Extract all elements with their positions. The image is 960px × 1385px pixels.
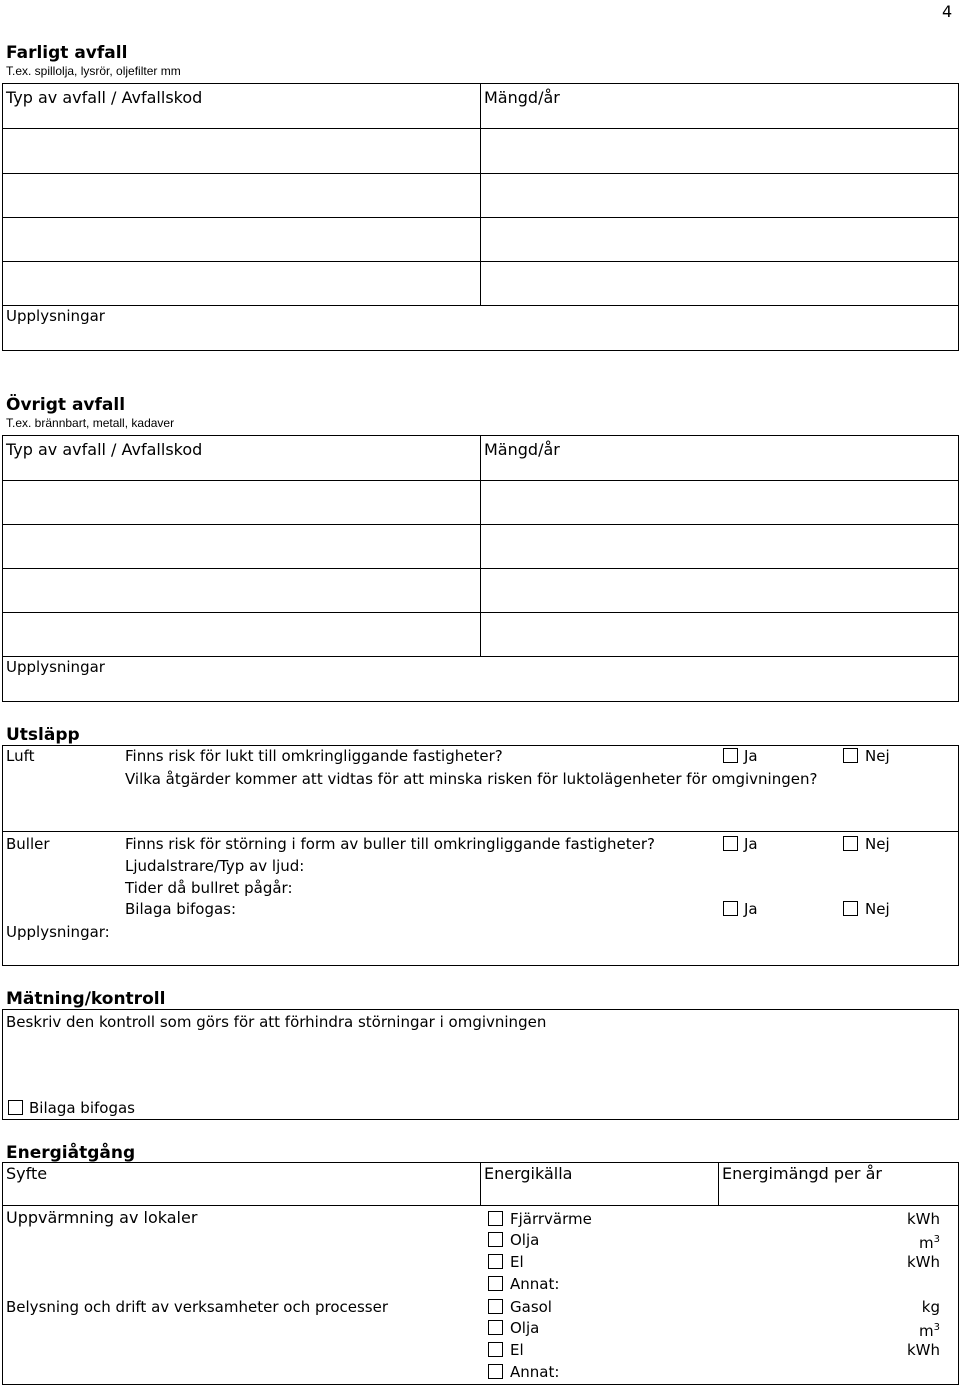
farligt-amount-input-2[interactable] bbox=[481, 174, 958, 216]
ovrigt-notes-field[interactable] bbox=[3, 657, 958, 701]
energy-amount-input[interactable] bbox=[730, 1230, 900, 1248]
unit-label: kWh bbox=[906, 1253, 940, 1271]
luft-no-checkbox[interactable] bbox=[843, 748, 858, 763]
ovrigt-amount-input-4[interactable] bbox=[481, 613, 958, 655]
col-header-type: Typ av avfall / Avfallskod bbox=[6, 88, 203, 107]
section-heading-farligt-avfall: Farligt avfall bbox=[6, 43, 128, 63]
buller-attachment-yes-checkbox[interactable] bbox=[723, 901, 738, 916]
unit-label: kWh bbox=[906, 1210, 940, 1228]
source-other-input[interactable] bbox=[560, 1274, 710, 1292]
luft-label: Luft bbox=[6, 747, 35, 765]
ovrigt-amount-input-3[interactable] bbox=[481, 569, 958, 611]
farligt-type-input-1[interactable] bbox=[3, 129, 479, 172]
energy-amount-input[interactable] bbox=[730, 1297, 900, 1315]
source-olja-checkbox[interactable] bbox=[488, 1320, 503, 1335]
luft-yes-checkbox[interactable] bbox=[723, 748, 738, 763]
col-header-amount: Mängd/år bbox=[484, 88, 560, 107]
section-heading-matning: Mätning/kontroll bbox=[6, 989, 166, 1009]
farligt-type-input-2[interactable] bbox=[3, 174, 479, 216]
energy-amount-input[interactable] bbox=[730, 1340, 900, 1358]
section-heading-energi: Energiåtgång bbox=[6, 1143, 136, 1163]
buller-attachment-no-label: Nej bbox=[865, 900, 890, 918]
source-label: Fjärrvärme bbox=[510, 1210, 592, 1228]
farligt-amount-input-3[interactable] bbox=[481, 218, 958, 260]
matning-description: Beskriv den kontroll som görs för att förhindra störningar i omgivningen bbox=[6, 1013, 547, 1031]
source-label: Annat: bbox=[510, 1363, 560, 1381]
buller-source-label: Ljudalstrare/Typ av ljud: bbox=[125, 857, 305, 875]
unit-label bbox=[880, 1231, 940, 1252]
farligt-type-input-3[interactable] bbox=[3, 218, 479, 260]
source-fjarrvarme-checkbox[interactable] bbox=[488, 1211, 503, 1226]
energy-purpose-heating: Uppvärmning av lokaler bbox=[6, 1208, 198, 1227]
energy-amount-input[interactable] bbox=[730, 1209, 900, 1227]
luft-yes-label: Ja bbox=[744, 747, 758, 765]
notes-label: Upplysningar bbox=[6, 658, 105, 676]
buller-times-field[interactable] bbox=[330, 879, 710, 897]
source-label: El bbox=[510, 1253, 524, 1271]
col-header-amount: Mängd/år bbox=[484, 440, 560, 459]
source-gasol-checkbox[interactable] bbox=[488, 1299, 503, 1314]
unit-base: m bbox=[919, 1322, 934, 1340]
energy-amount-input[interactable] bbox=[730, 1252, 900, 1270]
farligt-type-input-4[interactable] bbox=[3, 262, 479, 304]
farligt-amount-input-1[interactable] bbox=[481, 129, 958, 172]
page-number: 4 bbox=[942, 2, 953, 21]
buller-times-label: Tider då bullret pågår: bbox=[125, 879, 293, 897]
section-heading-ovrigt-avfall: Övrigt avfall bbox=[6, 395, 126, 415]
buller-yes-label: Ja bbox=[744, 835, 758, 853]
unit-label bbox=[880, 1319, 940, 1340]
unit-label: kWh bbox=[906, 1341, 940, 1359]
buller-attachment-label: Bilaga bifogas: bbox=[125, 900, 237, 918]
buller-label: Buller bbox=[6, 835, 50, 853]
unit-label: kg bbox=[921, 1298, 940, 1316]
energy-amount-input[interactable] bbox=[730, 1318, 900, 1336]
ovrigt-amount-input-1[interactable] bbox=[481, 481, 958, 523]
luft-question: Finns risk för lukt till omkringliggande fastigheter? bbox=[125, 747, 503, 765]
buller-notes-field[interactable] bbox=[110, 921, 958, 965]
source-label: Olja bbox=[510, 1231, 540, 1249]
luft-no-label: Nej bbox=[865, 747, 890, 765]
source-label: Annat: bbox=[510, 1275, 560, 1293]
ovrigt-amount-input-2[interactable] bbox=[481, 525, 958, 567]
source-other-input[interactable] bbox=[560, 1362, 710, 1380]
ovrigt-type-input-1[interactable] bbox=[3, 481, 479, 523]
buller-notes-label: Upplysningar: bbox=[6, 923, 110, 941]
buller-attachment-no-checkbox[interactable] bbox=[843, 901, 858, 916]
luft-measures-field[interactable] bbox=[3, 790, 958, 830]
notes-label: Upplysningar bbox=[6, 307, 105, 325]
section-example-farligt-avfall: T.ex. spillolja, lysrör, oljefilter mm bbox=[6, 64, 181, 78]
buller-no-checkbox[interactable] bbox=[843, 836, 858, 851]
col-header-purpose: Syfte bbox=[6, 1164, 48, 1183]
matning-description-field[interactable] bbox=[3, 1032, 958, 1092]
source-label: El bbox=[510, 1341, 524, 1359]
energy-purpose-operations: Belysning och drift av verksamheter och processer bbox=[6, 1298, 389, 1316]
buller-yes-checkbox[interactable] bbox=[723, 836, 738, 851]
buller-question: Finns risk för störning i form av buller till omkringliggande fastigheter? bbox=[125, 835, 656, 853]
source-label: Gasol bbox=[510, 1298, 552, 1316]
col-header-source: Energikälla bbox=[484, 1164, 573, 1183]
source-el-checkbox[interactable] bbox=[488, 1342, 503, 1357]
section-heading-utslapp: Utsläpp bbox=[6, 725, 80, 745]
source-el-checkbox[interactable] bbox=[488, 1254, 503, 1269]
buller-no-label: Nej bbox=[865, 835, 890, 853]
section-example-ovrigt-avfall: T.ex. brännbart, metall, kadaver bbox=[6, 416, 175, 430]
buller-attachment-yes-label: Ja bbox=[744, 900, 758, 918]
col-header-type: Typ av avfall / Avfallskod bbox=[6, 440, 203, 459]
source-label: Olja bbox=[510, 1319, 540, 1337]
luft-measures-label: Vilka åtgärder kommer att vidtas för att minska risken för luktolägenheter för omgivningen? bbox=[125, 770, 818, 788]
unit-superscript: 3 bbox=[933, 1322, 940, 1333]
farligt-notes-field[interactable] bbox=[3, 306, 958, 350]
buller-source-field[interactable] bbox=[330, 857, 710, 875]
source-olja-checkbox[interactable] bbox=[488, 1232, 503, 1247]
unit-superscript: 3 bbox=[933, 1234, 940, 1245]
col-header-energy-amount: Energimängd per år bbox=[722, 1164, 882, 1183]
source-annat-checkbox[interactable] bbox=[488, 1276, 503, 1291]
matning-attachment-checkbox[interactable] bbox=[8, 1100, 23, 1115]
ovrigt-type-input-4[interactable] bbox=[3, 613, 479, 655]
ovrigt-type-input-3[interactable] bbox=[3, 569, 479, 611]
unit-base: m bbox=[919, 1234, 934, 1252]
ovrigt-type-input-2[interactable] bbox=[3, 525, 479, 567]
farligt-amount-input-4[interactable] bbox=[481, 262, 958, 304]
source-annat-checkbox[interactable] bbox=[488, 1364, 503, 1379]
matning-attachment-label: Bilaga bifogas bbox=[29, 1099, 135, 1117]
